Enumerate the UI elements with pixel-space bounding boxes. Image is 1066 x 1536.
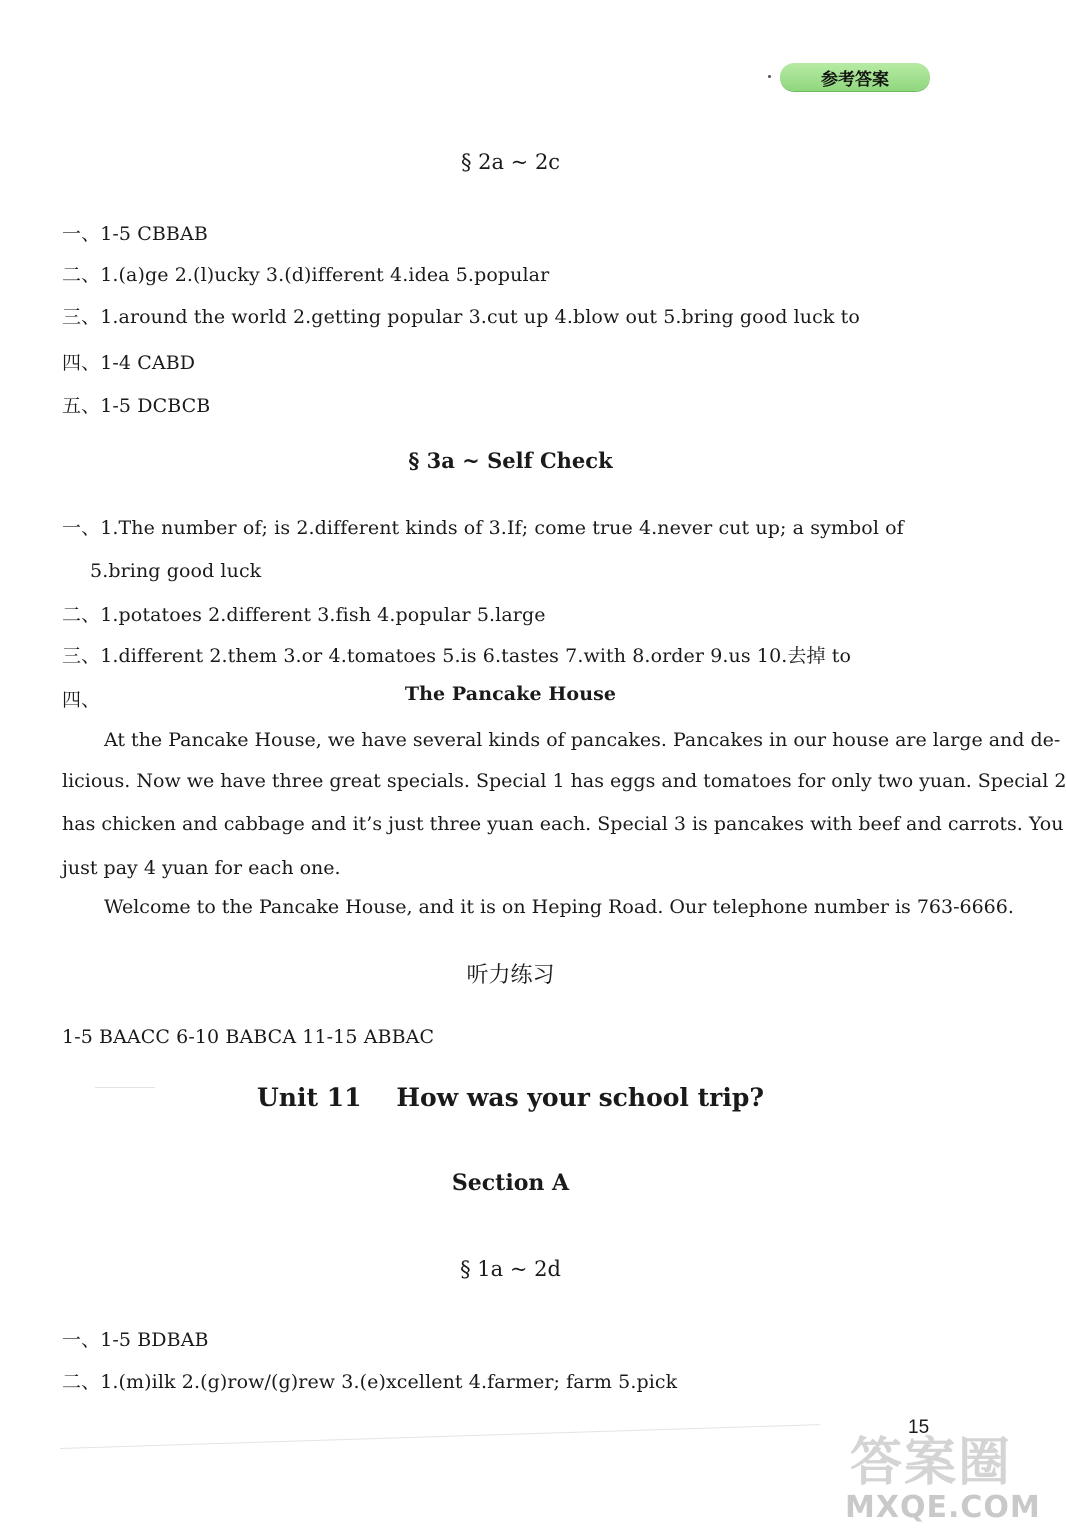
answer-line-3: 三、1.around the world 2.getting popular 3.cut up 4.blow out 5.bring good luck to: [62, 306, 860, 328]
unit-title: Unit 11 How was your school trip?: [257, 1083, 764, 1112]
essay-line-4: just pay 4 yuan for each one.: [62, 857, 341, 879]
essay-line-3: has chicken and cabbage and it’s just three yuan each. Special 3 is pancakes with beef and carrots. You: [62, 813, 1064, 835]
essay-line-1: At the Pancake House, we have several kinds of pancakes. Pancakes in our house are large and de-: [104, 729, 1061, 751]
answer-line-1: 一、1-5 CBBAB: [62, 223, 208, 245]
scan-artifact-line: [60, 1424, 820, 1449]
listening-practice-heading: 听力练习: [466, 963, 555, 988]
answer-line-4: 四、1-4 CABD: [62, 352, 196, 374]
essay-line-2: licious. Now we have three great specials. Special 1 has eggs and tomatoes for only two yuan. Special 2: [62, 770, 1066, 792]
question-4-label: 四、: [62, 689, 101, 711]
answer-line-6: 一、1.The number of; is 2.different kinds of 3.If; come true 4.never cut up; a symbol of: [62, 517, 904, 539]
section-heading-3a-self-check: § 3a ~ Self Check: [408, 448, 613, 473]
answer-key-badge: 参考答案: [780, 63, 930, 91]
badge-dot: [768, 75, 771, 78]
section-a-heading: Section A: [451, 1170, 570, 1196]
section-heading-1a-2d: § 1a ~ 2d: [460, 1257, 561, 1281]
watermark-site: MXQE.COM: [845, 1490, 1041, 1525]
section-heading-2a-2c: § 2a ~ 2c: [460, 150, 561, 174]
answer-line-6-cont: 5.bring good luck: [90, 560, 262, 582]
answer-line-2: 二、1.(a)ge 2.(l)ucky 3.(d)ifferent 4.idea 5.popular: [62, 264, 550, 286]
watermark-logo: 答案圈: [850, 1433, 1013, 1493]
scan-artifact-mark: [95, 1087, 155, 1088]
answer-line-9: 一、1-5 BDBAB: [62, 1329, 209, 1351]
answer-line-5: 五、1-5 DCBCB: [62, 395, 211, 417]
answer-line-10: 二、1.(m)ilk 2.(g)row/(g)rew 3.(e)xcellent 4.farmer; farm 5.pick: [62, 1371, 678, 1393]
essay-line-5: Welcome to the Pancake House, and it is on Heping Road. Our telephone number is 763-6666.: [104, 896, 1014, 918]
answer-line-8: 三、1.different 2.them 3.or 4.tomatoes 5.is 6.tastes 7.with 8.order 9.us 10.去掉 to: [62, 645, 852, 667]
essay-title: The Pancake House: [404, 683, 617, 705]
listening-answers: 1-5 BAACC 6-10 BABCA 11-15 ABBAC: [62, 1026, 435, 1048]
answer-line-7: 二、1.potatoes 2.different 3.fish 4.popular 5.large: [62, 604, 546, 626]
page-number: 15: [908, 1417, 930, 1438]
